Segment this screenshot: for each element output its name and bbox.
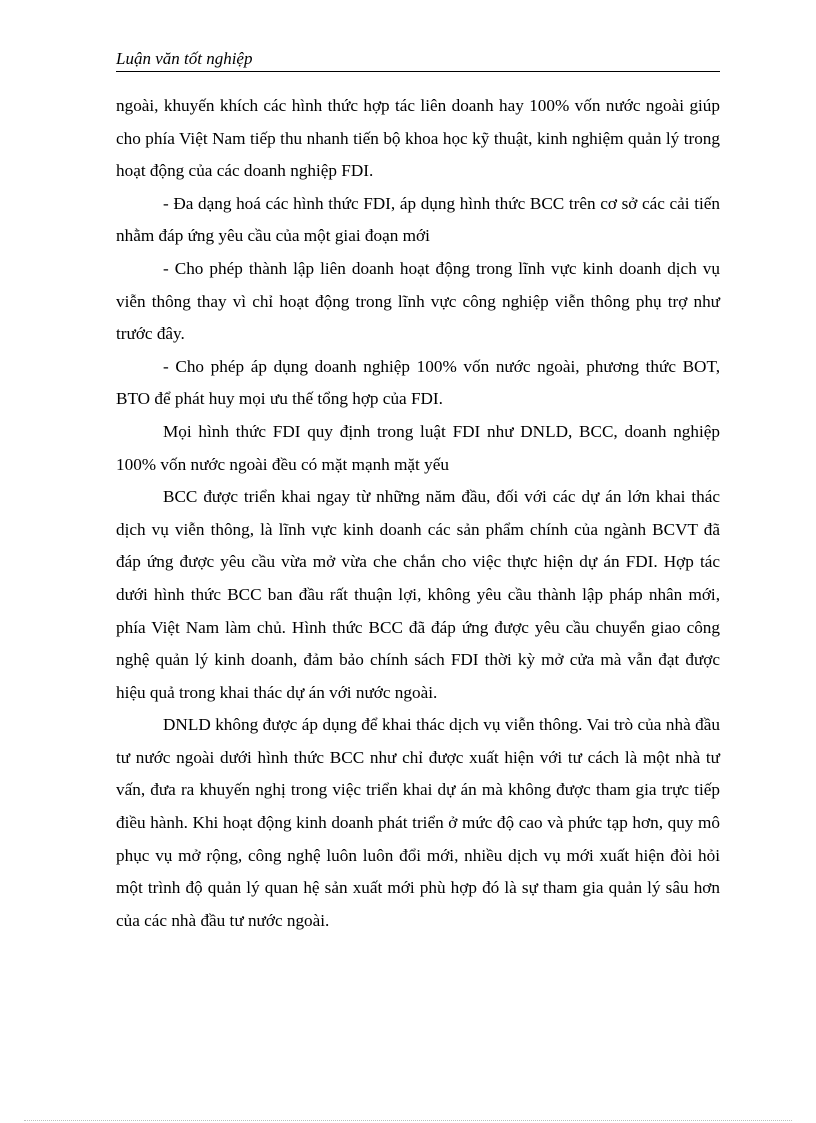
paragraph-fdi-forms: Mọi hình thức FDI quy định trong luật FDI như DNLD, BCC, doanh nghiệp 100% vốn nước ngoài đều có mặt mạnh mặt yếu bbox=[116, 421, 720, 474]
body-text bbox=[116, 90, 720, 937]
paragraph-bullet-foreign-owned: - Cho phép áp dụng doanh nghiệp 100% vốn nước ngoài, phương thức BOT, BTO để phát huy mọi ưu thế tổng hợp của FDI. bbox=[116, 356, 720, 409]
paragraph-bullet-joint-venture: - Cho phép thành lập liên doanh hoạt động trong lĩnh vực kinh doanh dịch vụ viễn thông thay vì chỉ hoạt động trong lĩnh vực công nghiệp viễn thông phụ trợ như trước đây. bbox=[116, 258, 720, 344]
header-title: Luận văn tốt nghiệp bbox=[116, 49, 253, 68]
page-header bbox=[116, 48, 720, 72]
paragraph-dnld: DNLD không được áp dụng để khai thác dịch vụ viễn thông. Vai trò của nhà đầu tư nước ngoài dưới hình thức BCC như chỉ được xuất hiện với tư cách là một nhà tư vấn, đưa ra khuyến nghị trong việc triển khai dự án mà không được tham gia trực tiếp điều hành. Khi hoạt động kinh doanh phát triển ở mức độ cao và phức tạp hơn, quy mô phục vụ mở rộng, công nghệ luôn luôn đổi mới, nhiều dịch vụ mới xuất hiện đòi hỏi một trình độ quản lý quan hệ sản xuất mới phù hợp đó là sự tham gia quản lý sâu hơn của các nhà đầu tư nước ngoài. bbox=[116, 715, 720, 930]
paragraph-bcc: BCC được triển khai ngay từ những năm đầu, đối với các dự án lớn khai thác dịch vụ viễn thông, là lĩnh vực kinh doanh các sản phẩm chính của ngành BCVT đã đáp ứng được yêu cầu vừa mở vừa che chắn cho việc thực hiện dự án FDI. Hợp tác dưới hình thức BCC ban đầu rất thuận lợi, không yêu cầu thành lập pháp nhân mới, phía Việt Nam làm chủ. Hình thức BCC đã đáp ứng được yêu cầu chuyển giao công nghệ quản lý kinh doanh, đảm bảo chính sách FDI thời kỳ mở cửa mà vẫn đạt được hiệu quả trong khai thác dự án với nước ngoài. bbox=[116, 487, 720, 702]
paragraph-continuation: ngoài, khuyến khích các hình thức hợp tác liên doanh hay 100% vốn nước ngoài giúp cho phía Việt Nam tiếp thu nhanh tiến bộ khoa học kỹ thuật, kinh nghiệm quản lý trong hoạt động của các doanh nghiệp FDI. bbox=[116, 96, 720, 181]
page-bottom-divider bbox=[24, 1120, 792, 1121]
paragraph-bullet-diversify: - Đa dạng hoá các hình thức FDI, áp dụng hình thức BCC trên cơ sở các cải tiến nhằm đáp ứng yêu cầu của một giai đoạn mới bbox=[116, 193, 720, 246]
